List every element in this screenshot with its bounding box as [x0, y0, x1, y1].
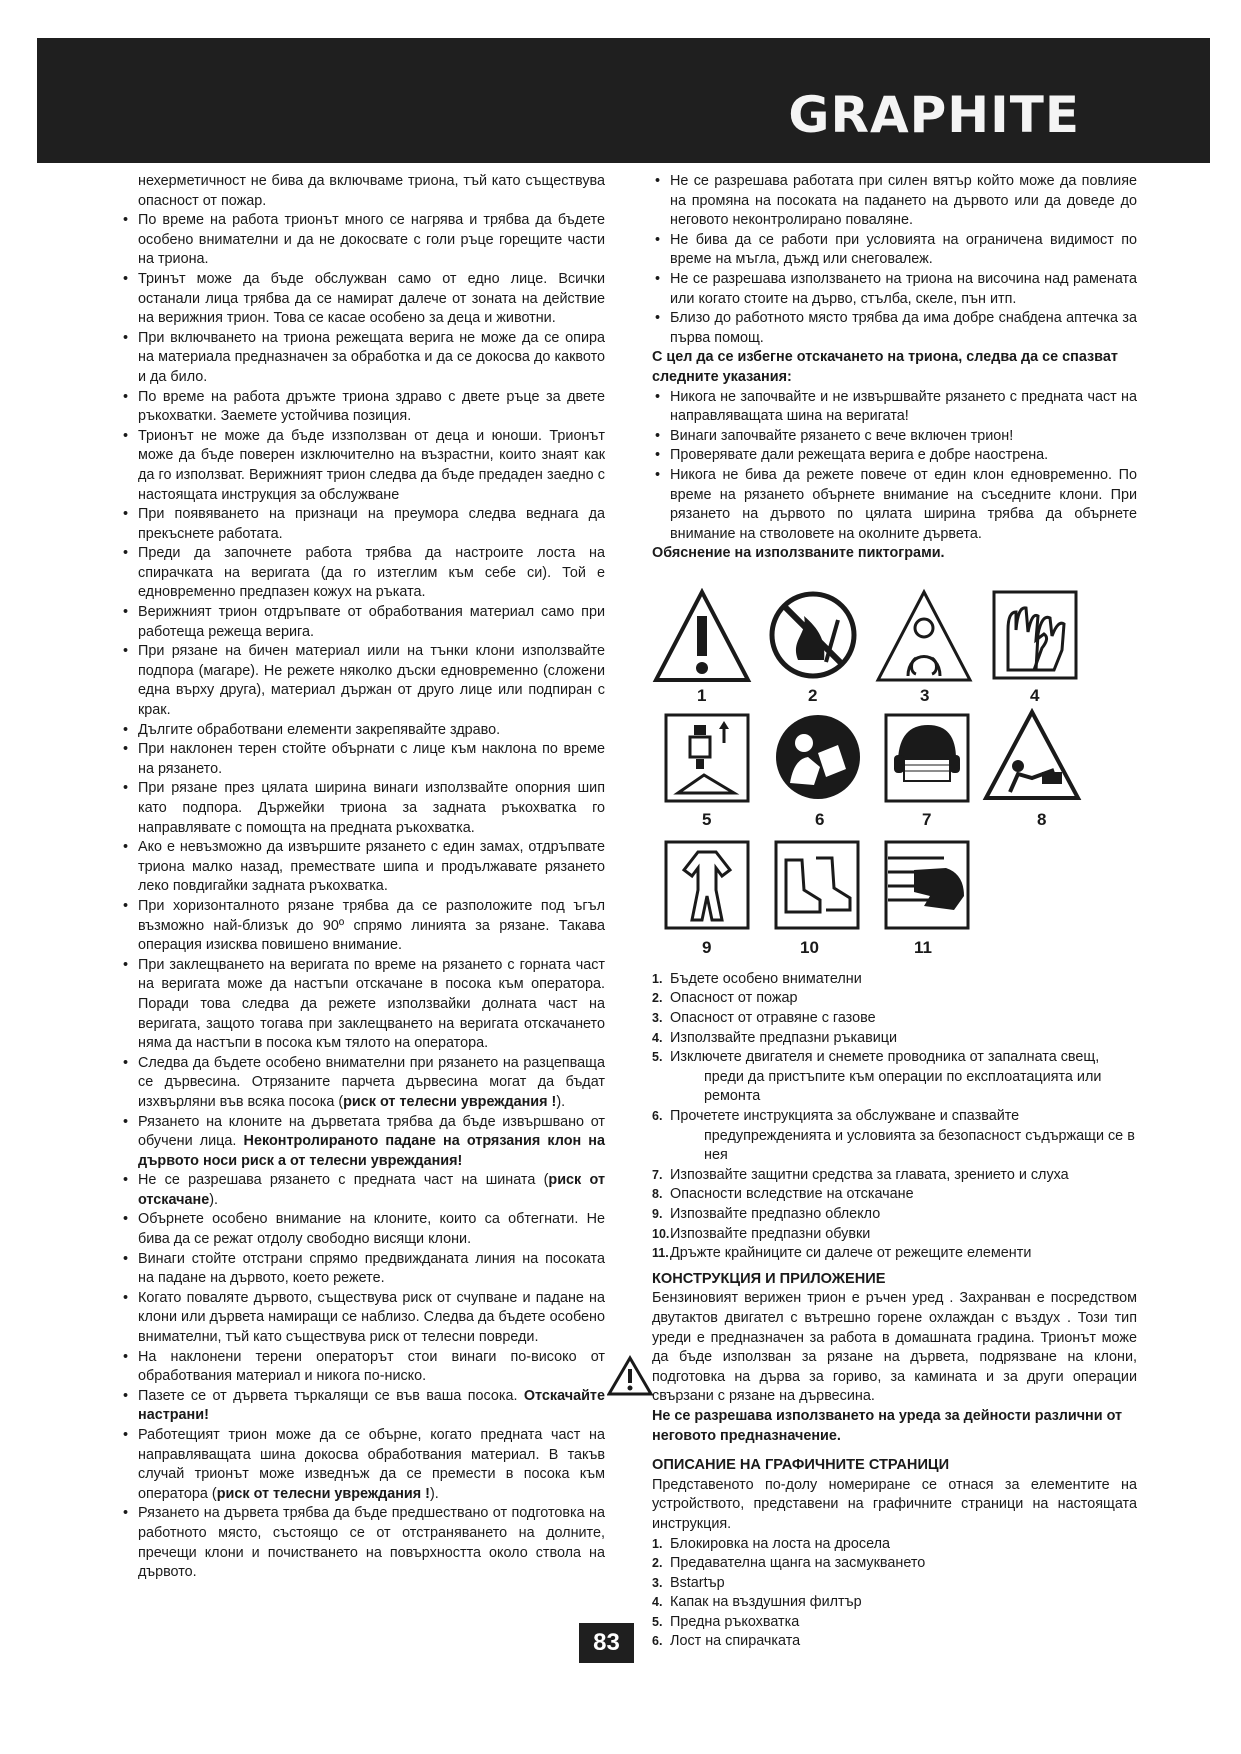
item-text: Дългите обработвани елементи закрепявайте здраво. — [138, 721, 501, 738]
bullet-item — [120, 427, 605, 505]
bullet-item: • Проверявате дали режещата верига е добре наострена. — [652, 446, 1137, 466]
bullet-item — [120, 505, 605, 544]
pictogram-number: 7 — [922, 809, 932, 829]
bullet-item — [652, 172, 1137, 231]
legend-text: Опасност от пожар — [670, 990, 798, 1007]
item-text-after: ). — [429, 1485, 439, 1502]
graphic-list-item — [652, 1554, 1137, 1574]
legend-item — [652, 1009, 1137, 1029]
bullet-item: • Никога не започвайте и не извършвайте рязането с предната част на направляващата шина на веригата! — [652, 388, 1137, 427]
legend-item — [652, 970, 1137, 990]
item-text: По време на работа дръжте триона здраво с двете ръце за двете ръкохватки. Заемете устойчива позиция. — [138, 388, 605, 425]
item-text: Рязането на клоните на дърветата трябва да бъде извършвано от обучени лица. — [138, 1113, 605, 1150]
graphic-text: Предна ръкохватка — [670, 1613, 800, 1630]
brand-logo: GRAPHITE — [788, 86, 1080, 144]
legend-number: 3. — [652, 1011, 663, 1026]
bullet-item — [120, 1250, 605, 1289]
bullet-item — [120, 1054, 605, 1113]
pictogram-number: 1 — [697, 685, 707, 705]
bullet-item — [120, 1387, 605, 1426]
graphic-text: Вstartър — [670, 1574, 725, 1591]
item-text-after: ). — [209, 1191, 218, 1208]
toxic-gas-icon — [874, 588, 974, 684]
kickback-icon — [982, 708, 1082, 802]
legend-item — [652, 1166, 1137, 1186]
warning-icon — [607, 1355, 653, 1397]
pictogram-number: 4 — [1030, 685, 1040, 705]
legend-number: 10. — [652, 1226, 670, 1241]
item-text: Пазете се от дървета търкалящи се във ваша посока. — [138, 1387, 524, 1404]
legend-item — [652, 1029, 1137, 1049]
legend-text: Изпозвайте защитни средства за главата, зрението и слуха — [670, 1166, 1069, 1183]
graphic-number: 4. — [652, 1595, 663, 1610]
legend-item — [652, 1225, 1137, 1245]
legend-text: Прочетете инструкцията за обслужване и спазвайте — [670, 1108, 1020, 1125]
read-manual-icon — [774, 713, 862, 801]
pictogram-number: 10 — [800, 937, 819, 957]
pictogram-number: 5 — [702, 809, 712, 829]
item-text: Винаги стойте отстрани спрямо предвижданата линия на посоката на падане на дървото, което режете. — [138, 1250, 605, 1287]
construction-warning: Не се разрешава използването на уреда за дейности различни от неговото предназначение. — [652, 1407, 1123, 1444]
bullet-item — [120, 740, 605, 779]
bullet-item — [120, 544, 605, 603]
protective-clothing-icon — [664, 840, 750, 930]
graphic-list-item — [652, 1632, 1137, 1652]
legend-number: 5. — [652, 1050, 663, 1065]
item-text: Когато поваляте дървото, съществува риск от счупване и падане на клони или дървета намиращи се наблизо. Следва да бъдете особено внимателни, тъй като съществува риск от телесни повреди. — [138, 1289, 605, 1346]
graphic-text: Предавателна щанга на засмукването — [670, 1555, 926, 1572]
graphic-list-item — [652, 1593, 1137, 1613]
bullet-item — [120, 270, 605, 329]
legend-text: Опасност от отравяне с газове — [670, 1010, 876, 1027]
item-emphasis: риск от телесни увреждания ! — [216, 1485, 430, 1502]
graphic-number: 1. — [652, 1536, 663, 1551]
legend-item — [652, 1048, 1137, 1107]
kickback-heading: С цел да се избегне отскачането на триона, следва да се спазват следните указания: — [652, 349, 1118, 385]
legend-text: Изключете двигателя и снемете проводника от запалната свещ, — [670, 1049, 1100, 1066]
bullet-item — [652, 270, 1137, 309]
item-text: Следва да бъдете особено внимателни при рязането на разцепваща се дървесина. Отрязаните парчета дървесина могат да бъдат изхвърляни във всяка посока ( — [138, 1054, 605, 1110]
graphic-list-item — [652, 1574, 1137, 1594]
hands-away-icon — [884, 840, 970, 930]
right-column — [652, 172, 1137, 1652]
warning-icon — [652, 588, 752, 684]
graphic-list-item — [652, 1535, 1137, 1555]
legend-text: Дръжте крайниците си далече от режещите елементи — [670, 1245, 1032, 1262]
bullet-item: • Никога не бива да режете повече от един клон едновременно. По време на рязането обърнете внимание на съседните клони. При рязането на дървото по цялата ширина трябва да обърнете внимание на стволовете на околните дървета. — [652, 466, 1137, 544]
page-number: 83 — [579, 1623, 634, 1663]
bullet-item — [652, 231, 1137, 270]
head-protection-icon — [884, 713, 970, 803]
pictogram-number: 2 — [808, 685, 818, 705]
graphic-parts-list — [652, 1535, 1137, 1653]
item-text: Ако е невъзможно да извършите рязането с един замах, отдръпвате триона малко назад, премествате шипа и продължавате рязането леко повдигайки задната ръкохватка. — [138, 839, 605, 895]
legend-number: 4. — [652, 1030, 663, 1045]
item-text: Верижният трион отдръпвате от обработвания материал само при работеща режеща верига. — [138, 604, 605, 640]
bullet-item — [120, 779, 605, 838]
graphic-heading: ОПИСАНИЕ НА ГРАФИЧНИТЕ СТРАНИЦИ — [652, 1457, 950, 1474]
item-text: Работещият трион може да се обърне, когато предната част на направляващата шина докосва обработвания материал. В такъв случай трионът може изведнъж да се премести в посока към оператора ( — [138, 1427, 605, 1502]
graphic-text: Капак на въздушния филтър — [670, 1594, 862, 1611]
item-text: На наклонени терени операторът стои винаги по-високо от обработвания материал и никога по-ниско. — [138, 1348, 605, 1385]
item-text: Не се разрешава използването на триона на височина над рамената или когато стоите на дърво, стълба, скеле, пън итп. — [670, 270, 1137, 307]
pictogram-legend — [652, 970, 1137, 1264]
legend-item — [652, 1107, 1137, 1166]
legend-text: Изпозвайте предпазно облекло — [670, 1206, 881, 1222]
item-text: нехерметичност не бива да включваме триона, тъй като съществува опасност от пожар. — [138, 173, 605, 209]
bullet-item — [120, 642, 605, 720]
construction-text: Бензиновият верижен трион е ръчен уред . Захранван е посредством двутактов двигател с вътрешно горене охлаждан с въздух . Този тип уреди е предназначен за работа в домашната градина. Трионът може да бъде използван за рязане на дървета, подрязване на клони, подготовка на дърва за гориво, за камината и за други операции свързани с рязане на дървесина. — [652, 1290, 1137, 1405]
bullet-item — [120, 1426, 605, 1504]
bullet-item — [120, 838, 605, 897]
pictograms-heading: Обяснение на използваните пиктограми. — [652, 545, 945, 562]
item-text: Преди да започнете работа трябва да настроите лоста на спирачката на веригата (да го изтеглим към себе си). Той е едновременно предпазен кожух на ръката. — [138, 545, 605, 601]
item-text: При появяването на признаци на преумора следва веднага да прекъснете работата. — [138, 506, 605, 542]
pictogram-number: 9 — [702, 937, 712, 957]
item-text: Обърнете особено внимание на клоните, които са обтегнати. Не бива да се режат отдолу свободно висящи клони. — [138, 1211, 605, 1248]
legend-number: 7. — [652, 1167, 663, 1182]
safety-list-continued — [652, 172, 1137, 348]
item-text: При рязане през цялата ширина винаги използвайте опорния шип като подпора. Държейки триона за задната ръкохватка го направлявате с помощта на предната ръкохватка. — [138, 780, 605, 836]
bullet-item — [120, 956, 605, 1054]
bullet-item — [120, 1210, 605, 1249]
spark-plug-icon — [664, 713, 750, 803]
item-text: Близо до работното място трябва да има добре снабдена аптечка за първа помощ. — [670, 310, 1137, 346]
item-emphasis: риск от телесни увреждания ! — [343, 1093, 557, 1110]
bullet-item — [120, 211, 605, 270]
legend-number: 9. — [652, 1207, 663, 1221]
graphic-text: Лост на спирачката — [670, 1633, 801, 1650]
bullet-item — [120, 1348, 605, 1387]
header-bar — [37, 38, 1210, 163]
bullet-item — [120, 388, 605, 427]
kickback-list — [652, 388, 1137, 545]
item-text: Рязането на дървета трябва да бъде предшествано от подготовка на работното място, състоящо се от отстраняването на долните, пречещи клони и почистването на повърхността около ствола на дървото. — [138, 1505, 605, 1581]
item-emphasis: Отскачайте настрани! — [138, 1387, 605, 1424]
bullet-item — [120, 329, 605, 388]
safety-boots-icon — [774, 840, 860, 930]
legend-text: Опасности вследствие на отскачане — [670, 1186, 914, 1203]
bullet-item — [120, 1504, 605, 1582]
pictogram-grid — [652, 578, 1137, 958]
graphic-number: 5. — [652, 1614, 663, 1629]
gloves-icon — [992, 590, 1078, 680]
bullet-item — [120, 1113, 605, 1172]
item-emphasis: Неконтролираното падане на отрязания клон на дървото носи риск а от телесни увреждания! — [138, 1133, 605, 1169]
item-text: При рязане на бичен материал иили на тънки клони използвайте подпора (магаре). Не режете няколко дъски едновременно (сложени една върху друга), материал държан от друго лице или подпиран с крак. — [138, 643, 605, 719]
item-text: При хоризонталното рязане трябва да се разположите под ъгъл възможно най-близък до 90º спрямо линията за рязане. Такава операция изисква повишено внимание. — [138, 897, 605, 954]
item-text: Не се разрешава работата при силен вятър който може да повлияе на промяна на посоката на падането на дървото или да доведе до неговото неконтролирано поваляне. — [670, 173, 1137, 229]
graphic-text: Представеното по-долу номериране се отнася за елементите на устройството, представени на графичните страници на настоящата инструкция. — [652, 1476, 1137, 1532]
graphic-number: 3. — [652, 1575, 663, 1590]
no-fire-icon — [768, 590, 858, 680]
bullet-item — [120, 603, 605, 642]
item-text: Не бива да се работи при условията на ограничена видимост по време на мъгла, дъжд или снеговалеж. — [670, 231, 1137, 268]
legend-number: 8. — [652, 1187, 663, 1202]
bullet-item — [120, 897, 605, 956]
legend-text: Използвайте предпазни ръкавици — [670, 1029, 898, 1046]
legend-number: 2. — [652, 991, 663, 1006]
item-text: Тринът може да бъде обслужван само от едно лице. Всички останали лица трябва да се намират далече от зоната на действие на верижния трион. Това се касае особено за деца и животни. — [138, 270, 605, 327]
graphic-text: Блокировка на лоста на дросела — [670, 1535, 891, 1552]
pictogram-number: 3 — [920, 685, 930, 705]
legend-text-continued: предупрежденията и условията за безопасност съдържащи се в нея — [704, 1127, 1135, 1164]
legend-number: 6. — [652, 1109, 663, 1124]
item-text: При включването на триона режещата верига не може да се опира на материала предназначен за обработка и да се докосва до каквото и да било. — [138, 329, 605, 385]
bullet-item — [652, 309, 1137, 348]
construction-heading: КОНСТРУКЦИЯ И ПРИЛОЖЕНИЕ — [652, 1270, 886, 1287]
bullet-item — [120, 1171, 605, 1210]
item-text-after: ). — [556, 1093, 566, 1110]
bullet-item — [120, 721, 605, 741]
legend-text-continued: преди да пристъпите към операции по експлоатацията или ремонта — [704, 1068, 1102, 1105]
item-text: Не се разрешава рязането с предната част на шината ( — [138, 1172, 549, 1189]
item-text: При заклещването на веригата по време на рязането с горната част на веригата може да настъпи отскачане в посока към оператора. Поради това следва да режете използвайки долната част на веригата, защото тогава при заклещването на веригата отскачането няма да настъпи в посока към тялото на оператора. — [138, 956, 605, 1052]
item-emphasis: риск от отскачане — [138, 1172, 605, 1208]
graphic-number: 2. — [652, 1556, 663, 1571]
legend-number: 1. — [652, 971, 663, 986]
bullet-item: • Винаги започвайте рязането с вече включен трион! — [652, 427, 1137, 447]
paragraph — [120, 172, 605, 211]
pictogram-number: 11 — [914, 937, 932, 957]
legend-item — [652, 989, 1137, 1009]
graphic-list-item — [652, 1613, 1137, 1633]
pictogram-number: 6 — [815, 809, 825, 829]
legend-item — [652, 1205, 1137, 1225]
bullet-item — [120, 1289, 605, 1348]
left-column — [120, 172, 605, 1583]
pictogram-number: 8 — [1037, 809, 1047, 829]
item-text: Трионът не може да бъде иззползван от деца и юноши. Трионът може да бъде поверен изключително на възрастни, които знаят как да го използват. Верижният трион следва да бъде предаден заедно с настоящата инструкция за обслужване — [138, 427, 605, 503]
item-text: При наклонен терен стойте обърнати с лице към наклона по време на рязането. — [138, 741, 605, 777]
graphic-number: 6. — [652, 1634, 663, 1649]
legend-item — [652, 1244, 1137, 1264]
legend-number: 11. — [652, 1246, 669, 1261]
legend-text: Изпозвайте предпазни обувки — [670, 1225, 871, 1242]
item-text: По време на работа трионът много се нагрява и трябва да бъдете особено внимателни и да не докосвате с голи ръце горещите части на триона. — [138, 212, 605, 268]
legend-text: Бъдете особено внимателни — [670, 970, 862, 987]
legend-item — [652, 1185, 1137, 1205]
